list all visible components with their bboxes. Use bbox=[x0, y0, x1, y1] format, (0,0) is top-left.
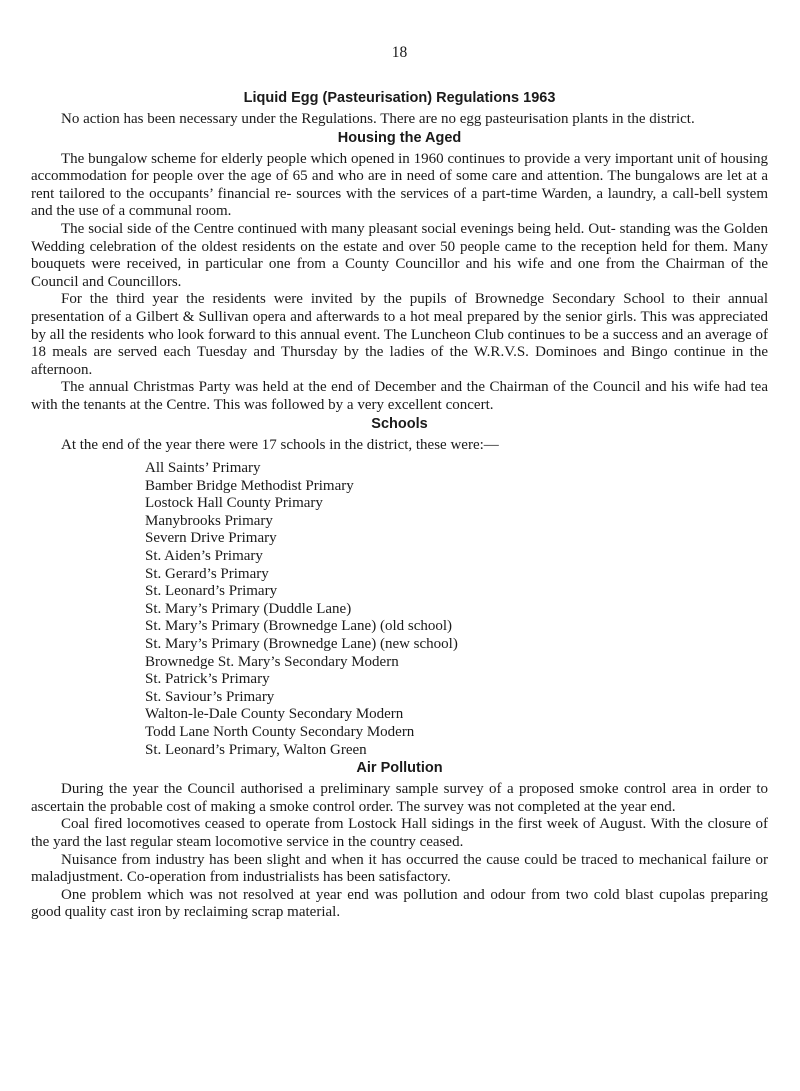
housing-paragraph-1: The bungalow scheme for elderly people which opened in 1960 continues to provide a very important unit of housing accommodation for people over the age of 65 and who are in need of some care and attention. The bungalows are let at a rent tailored to the occupants’ financial re- sources with the services of a part-time Warden, a laundry, a call-bell system and the use of a communal room. bbox=[31, 150, 768, 220]
air-pollution-paragraph-3: Nuisance from industry has been slight and when it has occurred the cause could be traced to mechanical failure or maladjustment. Co-operation from industrialists has been satisfactory. bbox=[31, 851, 768, 886]
housing-aged-section bbox=[31, 129, 768, 415]
page-number: 18 bbox=[391, 44, 408, 61]
school-list-item: All Saints’ Primary bbox=[145, 460, 261, 477]
schools-intro: At the end of the year there were 17 schools in the district, these were:— bbox=[61, 436, 499, 453]
school-list-item: Lostock Hall County Primary bbox=[145, 495, 323, 512]
school-list-item: Walton-le-Dale County Secondary Modern bbox=[145, 706, 404, 723]
school-list-item: St. Gerard’s Primary bbox=[145, 565, 269, 582]
air-pollution-heading: Air Pollution bbox=[356, 760, 443, 777]
school-list-item: Severn Drive Primary bbox=[145, 530, 277, 547]
school-list-item: Bamber Bridge Methodist Primary bbox=[145, 477, 354, 494]
liquid-egg-paragraph-1: No action has been necessary under the Regulations. There are no egg pasteurisation plants in the district. bbox=[61, 111, 695, 127]
school-list-item: Todd Lane North County Secondary Modern bbox=[145, 724, 415, 740]
school-list-item: Manybrooks Primary bbox=[145, 512, 273, 529]
housing-aged-heading: Housing the Aged bbox=[337, 129, 462, 146]
school-list-item: St. Saviour’s Primary bbox=[145, 688, 275, 705]
air-pollution-paragraph-2: Coal fired locomotives ceased to operate from Lostock Hall sidings in the first week of August. With the closure of the yard the last regular steam locomotive service in the country ceased. bbox=[31, 816, 768, 850]
air-pollution-paragraph-4: One problem which was not resolved at year end was pollution and odour from two cold blast cupolas preparing good quality cast iron by reclaiming scrap material. bbox=[31, 886, 768, 921]
housing-paragraph-3: For the third year the residents were invited by the pupils of Brownedge Secondary School to their annual presentation of a Gilbert & Sullivan opera and afterwards to a hot meal prepared by the senior girls. This was appreciated by all the residents who look forward to this annual event. The Luncheon Club continues to be a success and an average of 18 meals are served each Tuesday and Thursday by the ladies of the W.R.V.S. Dominoes and Bingo continue in the afternoon. bbox=[31, 291, 768, 378]
school-list-item: St. Leonard’s Primary, Walton Green bbox=[145, 741, 367, 758]
school-list-item: St. Leonard’s Primary bbox=[145, 583, 278, 600]
schools-heading: Schools bbox=[371, 415, 428, 432]
school-list-item: St. Aiden’s Primary bbox=[145, 548, 263, 565]
schools-section bbox=[31, 415, 768, 760]
school-list-item: St. Patrick’s Primary bbox=[145, 671, 270, 688]
school-list-item: Brownedge St. Mary’s Secondary Modern bbox=[145, 653, 399, 670]
schools-list bbox=[31, 460, 768, 759]
housing-paragraph-4: The annual Christmas Party was held at the end of December and the Chairman of the Council and his wife had tea with the tenants at the Centre. This was followed by a very excellent concert. bbox=[31, 379, 768, 413]
air-pollution-paragraph-1: During the year the Council authorised a preliminary sample survey of a proposed smoke control area in order to ascertain the probable cost of making a smoke control order. The survey was not completed at the year end. bbox=[31, 781, 768, 815]
school-list-item: St. Mary’s Primary (Brownedge Lane) (old school) bbox=[145, 618, 453, 635]
air-pollution-section bbox=[31, 759, 768, 922]
liquid-egg-section bbox=[31, 89, 768, 129]
school-list-item: St. Mary’s Primary (Duddle Lane) bbox=[145, 600, 352, 617]
housing-paragraph-2: The social side of the Centre continued with many pleasant social evenings being held. Out- standing was the Golden Wedding celebration of the oldest residents on the estate and over 50 people came to the reception held for them. Many bouquets were received, in particular one from a County Councillor and his wife and one from the Chairman of the Council and Councillors. bbox=[31, 220, 768, 290]
school-list-item: St. Mary’s Primary (Brownedge Lane) (new school) bbox=[145, 636, 458, 653]
liquid-egg-heading: Liquid Egg (Pasteurisation) Regulations 1963 bbox=[243, 90, 556, 106]
